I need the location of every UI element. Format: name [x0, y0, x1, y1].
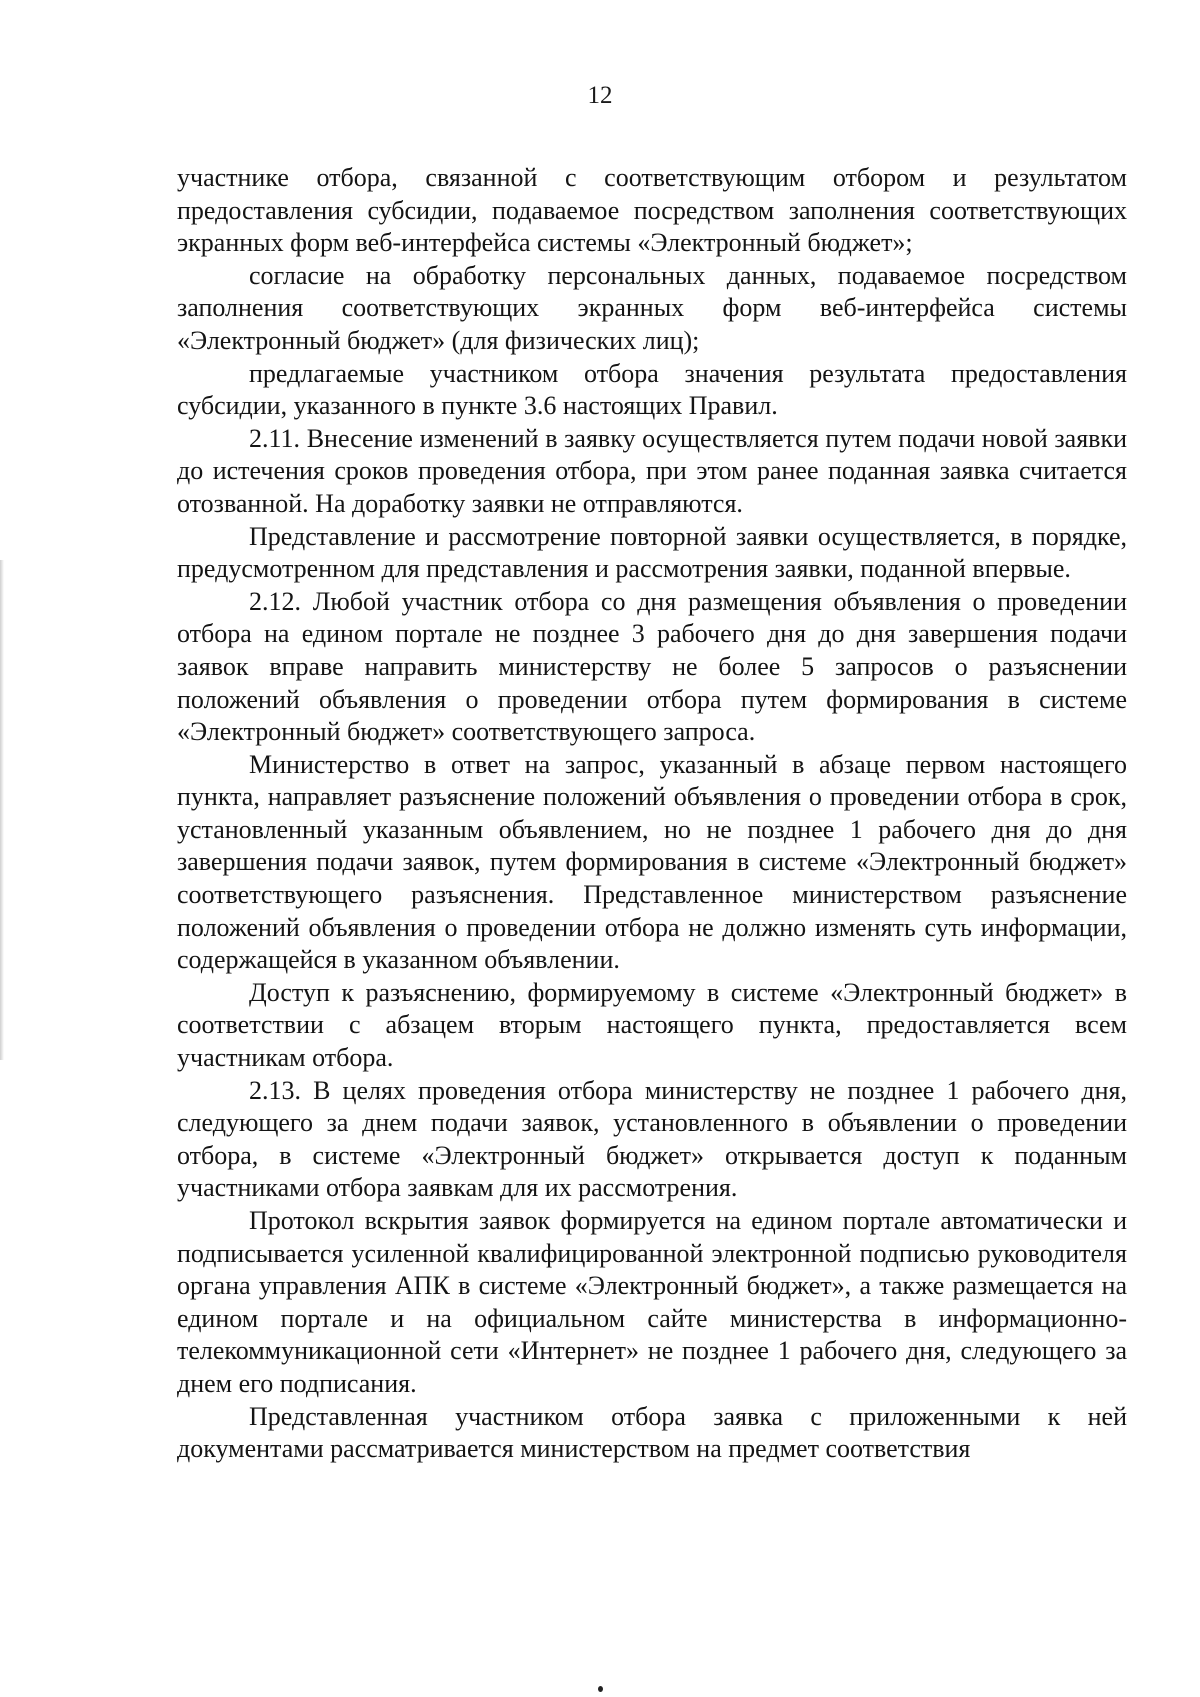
paragraph-consent: согласие на обработку персональных данных, подаваемое посредством заполнения соответствующих экранных форм веб-интерфейса системы «Электронный бюджет» (для физических лиц); — [177, 260, 1127, 355]
paragraph-review: Представленная участником отбора заявка с приложенными к ней документами рассматривается министерством на предмет соответствия — [177, 1401, 1127, 1464]
paragraph-continuation: участнике отбора, связанной с соответствующим отбором и результатом предоставления субсидии, подаваемое посредством заполнения соответствующих экранных форм веб-интерфейса системы «Электронный бюджет»; — [177, 163, 1127, 258]
paragraph-2-13: 2.13. В целях проведения отбора министерству не позднее 1 рабочего дня, следующего за днем подачи заявок, установленного в объявлении о проведении отбора, в системе «Электронный бюджет» открывается доступ к поданным участниками отбора заявкам для их рассмотрения. — [177, 1075, 1127, 1203]
document-body — [177, 162, 1127, 1466]
scan-speck — [598, 1686, 603, 1692]
paragraph-access-clarification: Доступ к разъяснению, формируемому в системе «Электронный бюджет» в соответствии с абзацем вторым настоящего пункта, предоставляется всем участникам отбора. — [177, 977, 1127, 1073]
page-number: 12 — [587, 82, 613, 109]
paragraph-2-11: 2.11. Внесение изменений в заявку осуществляется путем подачи новой заявки до истечения сроков проведения отбора, при этом ранее поданная заявка считается отозванной. На доработку заявки не отправляются. — [177, 423, 1127, 518]
paragraph-result-values: предлагаемые участником отбора значения результата предоставления субсидии, указанного в пункте 3.6 настоящих Правил. — [177, 358, 1127, 421]
scan-edge-shadow — [0, 560, 4, 1060]
paragraph-2-12: 2.12. Любой участник отбора со дня размещения объявления о проведении отбора на едином портале не позднее 3 рабочего дня до дня завершения подачи заявок вправе направить министерству не более 5 запросов о разъяснении положений объявления о проведении отбора путем формирования в системе «Электронный бюджет» соответствующего запроса. — [177, 586, 1127, 747]
paragraph-ministry-response: Министерство в ответ на запрос, указанный в абзаце первом настоящего пункта, направляет разъяснение положений объявления о проведении отбора в срок, установленный указанным объявлением, но не позднее 1 рабочего дня до дня завершения подачи заявок, путем формирования в системе «Электронный бюджет» соответствующего разъяснения. Представленное министерством разъяснение положений объявления о проведении отбора не должно изменять суть информации, содержащейся в указанном объявлении. — [177, 749, 1127, 975]
paragraph-resubmission: Представление и рассмотрение повторной заявки осуществляется, в порядке, предусмотренном для представления и рассмотрения заявки, поданной впервые. — [177, 521, 1127, 584]
paragraph-opening-protocol: Протокол вскрытия заявок формируется на едином портале автоматически и подписывается усиленной квалифицированной электронной подписью руководителя органа управления АПК в системе «Электронный бюджет», а также размещается на едином портале и на официальном сайте министерства в информационно-телекоммуникационной сети «Интернет» не позднее 1 рабочего дня, следующего за днем его подписания. — [177, 1206, 1127, 1398]
